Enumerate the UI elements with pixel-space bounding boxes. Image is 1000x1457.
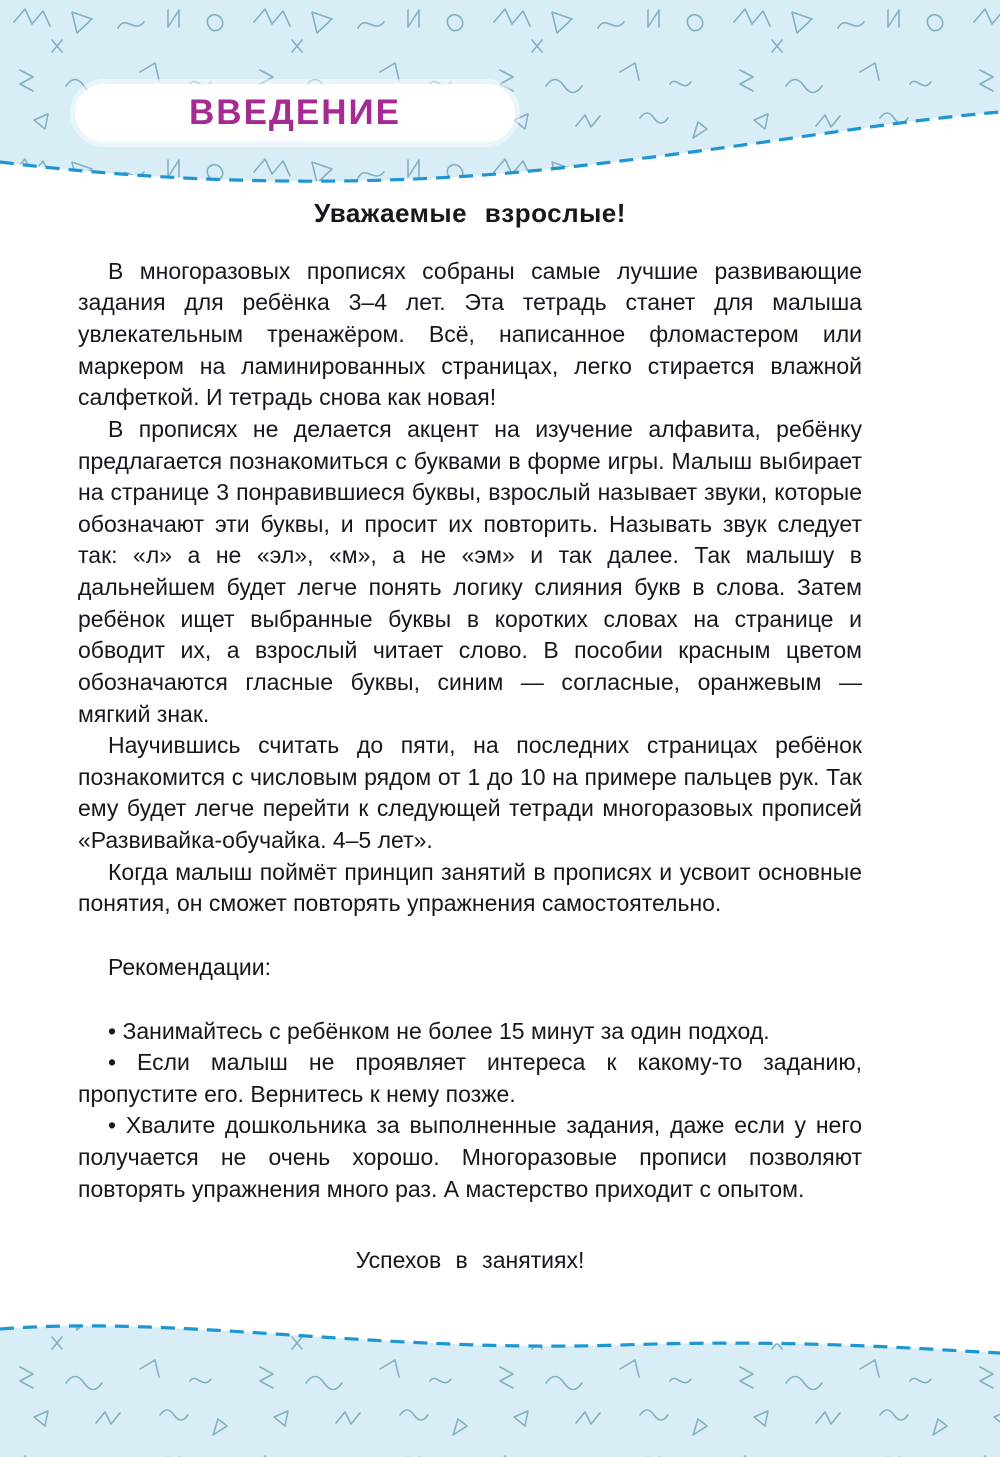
bottom-decorative-band — [0, 1297, 1000, 1457]
recommendations-list — [78, 1016, 862, 1206]
closing-line: Успехов в занятиях! — [355, 1247, 585, 1274]
doodle-pattern-bottom — [0, 1326, 1000, 1457]
page-heading: Уважаемые взрослые! — [314, 198, 626, 228]
recommendations-title: Рекомендации: — [108, 953, 272, 980]
recommendation-item: • Если малыш не проявляет интереса к какому-то заданию, пропустите его. Вернитесь к нему позже. — [78, 1049, 862, 1107]
introduction-text — [78, 196, 862, 1277]
intro-paragraphs — [78, 256, 862, 920]
section-badge — [75, 84, 515, 142]
section-badge-label: ВВЕДЕНИЕ — [189, 93, 401, 132]
paragraph: В многоразовых прописях собраны самые лучшие развивающие задания для ребёнка 3–4 лет. Эта тетрадь станет для малыша увлекательным тренажёром. Всё, написанное фломастером или маркером на ламинированных страницах, легко стирается влажной салфеткой. И тетрадь снова как новая! — [78, 257, 862, 411]
paragraph: Когда малыш поймёт принцип занятий в прописях и усвоит основные понятия, он сможет повторять упражнения самостоятельно. — [78, 858, 862, 917]
recommendation-item: • Хвалите дошкольника за выполненные задания, даже если у него получается не очень хорошо. Многоразовые прописи позволяют повторять упражнения много раз. А мастерство приходит с опытом. — [78, 1112, 862, 1202]
paragraph: В прописях не делается акцент на изучение алфавита, ребёнку предлагается познакомиться с буквами в форме игры. Малыш выбирает на странице 3 понравившиеся буквы, взрослый называет звуки, которые обозначают эти буквы, и просит их повторить. Называть звук следует так: «л» а не «эл», «м», а не «эм» и так далее. Так малышу в дальнейшем будет легче понять логику слияния букв в слова. Затем ребёнок ищет выбранные буквы в коротких словах на странице и обводит их, а взрослый читает слово. В пособии красным цветом обозначаются гласные буквы, синим — согласные, оранжевым — мягкий знак. — [78, 415, 862, 727]
paragraph: Научившись считать до пяти, на последних страницах ребёнок познакомится с числовым рядом от 1 до 10 на примере пальцев рук. Так ему будет легче перейти к следующей тетради многоразовых прописей «Развивайка-обучайка. 4–5 лет». — [78, 732, 862, 853]
recommendation-item: • Занимайтесь с ребёнком не более 15 минут за один подход. — [108, 1017, 770, 1044]
